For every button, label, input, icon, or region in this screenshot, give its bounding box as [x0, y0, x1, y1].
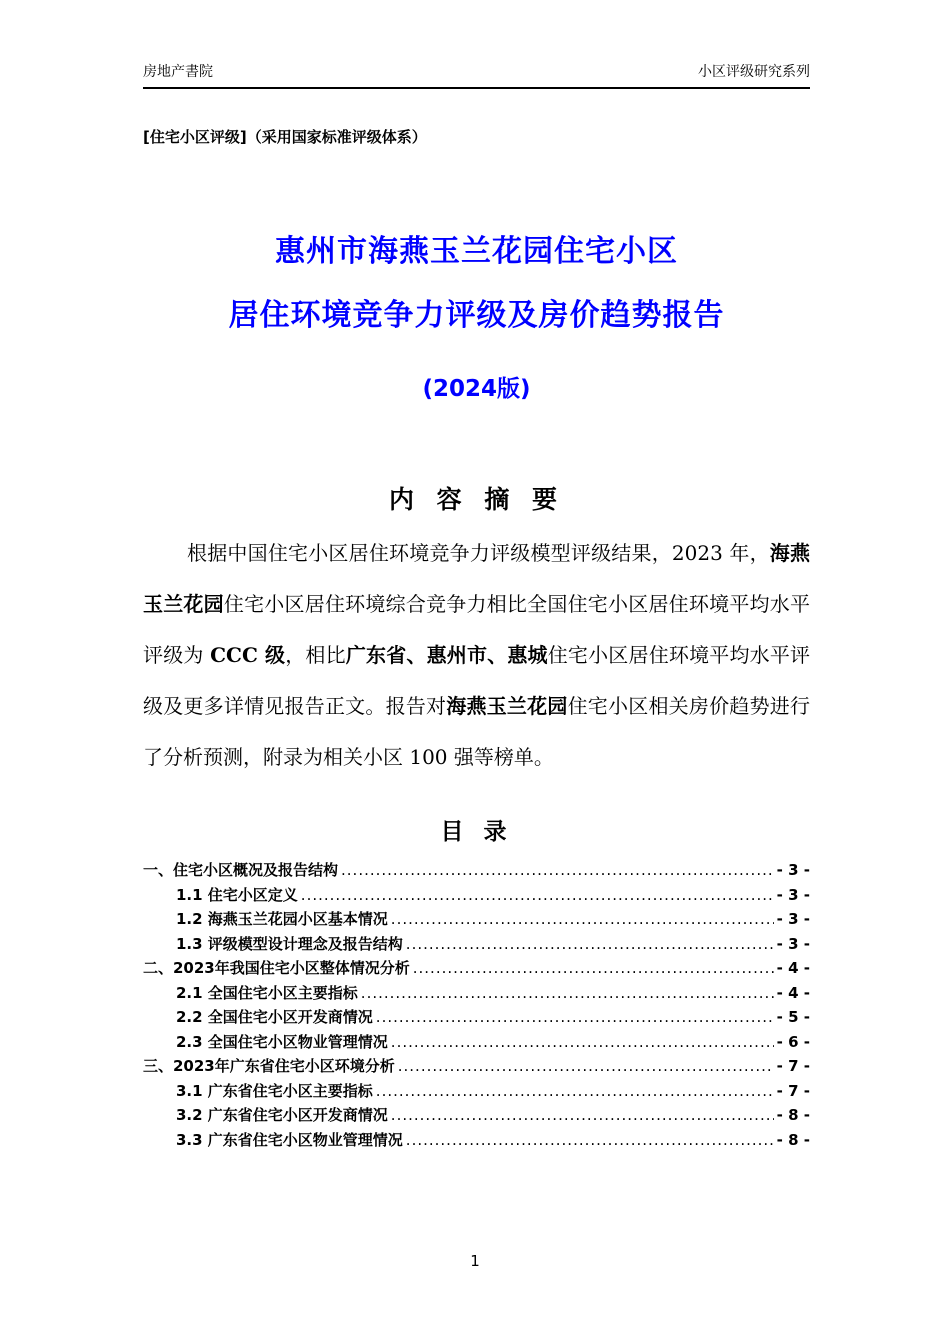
toc-entry-page: - 3 - [776, 934, 810, 953]
toc-dots [391, 1103, 774, 1128]
toc-entry[interactable] [176, 1005, 810, 1030]
toc-entry-label: 3.3 广东省住宅小区物业管理情况 [176, 1130, 403, 1149]
toc-entry-label: 1.3 评级模型设计理念及报告结构 [176, 934, 403, 953]
summary-segment: ，相比 [285, 643, 346, 667]
toc-entry[interactable] [176, 1030, 810, 1055]
toc-entry[interactable] [176, 1079, 810, 1104]
toc-entry-label: 3.1 广东省住宅小区主要指标 [176, 1081, 373, 1100]
summary-paragraph [143, 528, 810, 783]
toc-dots [406, 932, 774, 957]
toc-entry[interactable] [176, 883, 810, 908]
summary-bold-community-name: 海燕玉兰花园 [446, 694, 568, 718]
toc-entry[interactable] [176, 932, 810, 957]
toc-entry[interactable] [176, 1128, 810, 1153]
toc-entry[interactable] [143, 1054, 810, 1079]
toc-entry-label: 1.1 住宅小区定义 [176, 885, 298, 904]
toc-entry-page: - 3 - [776, 885, 810, 904]
toc-entry-page: - 8 - [776, 1130, 810, 1149]
toc-entry[interactable] [176, 907, 810, 932]
summary-bold-regions: 广东省、惠州市、惠城 [345, 643, 548, 667]
summary-segment: 住宅小区居住环境综合竞争力相比全国住宅小区居住环境平均水平评级为 [143, 592, 810, 667]
page-number: 1 [470, 1252, 480, 1270]
toc-entry-page: - 5 - [776, 1008, 810, 1026]
toc-entry-label: 一、住宅小区概况及报告结构 [143, 861, 339, 879]
rating-tag-line: [住宅小区评级]（采用国家标准评级体系） [143, 128, 427, 146]
toc-entry-label: 2.2 全国住宅小区开发商情况 [176, 1008, 373, 1026]
toc-dots [361, 981, 774, 1006]
toc-entry-page: - 7 - [776, 1057, 810, 1075]
summary-bold-rating: CCC 级 [210, 643, 286, 667]
toc-dots [406, 1128, 774, 1153]
toc-dots [341, 858, 774, 883]
toc-entry-label: 2.3 全国住宅小区物业管理情况 [176, 1032, 388, 1051]
summary-bold-community-name: 海燕玉兰花园 [143, 541, 811, 616]
report-title-line1: 惠州市海燕玉兰花园住宅小区 [275, 234, 678, 269]
toc-dots [413, 956, 774, 981]
report-title-line2: 居住环境竞争力评级及房价趋势报告 [228, 298, 725, 333]
header-left-text: 房地产書院 [143, 64, 213, 80]
summary-segment: 住宅小区居住环境平均水平评级及更多详情见报告正文。报告对 [143, 643, 811, 718]
toc-entry-label: 3.2 广东省住宅小区开发商情况 [176, 1106, 388, 1124]
toc-entry[interactable] [143, 956, 810, 981]
toc-dots [376, 1005, 774, 1030]
report-edition: (2024版) [422, 376, 531, 402]
toc-dots [391, 1030, 774, 1055]
toc-entry-label: 1.2 海燕玉兰花园小区基本情况 [176, 910, 388, 928]
summary-segment: 住宅小区相关房价趋势进行了分析预测，附录为相关小区 100 强等榜单。 [143, 694, 810, 769]
toc-dots [301, 883, 774, 908]
toc-entry[interactable] [176, 981, 810, 1006]
toc-entry-label: 2.1 全国住宅小区主要指标 [176, 983, 358, 1002]
toc-entry-page: - 3 - [776, 910, 810, 928]
toc-entry-page: - 4 - [776, 983, 810, 1002]
title-block [143, 220, 810, 404]
toc-entry-label: 二、2023年我国住宅小区整体情况分析 [143, 959, 410, 977]
document-header [143, 62, 810, 89]
toc-dots [376, 1079, 774, 1104]
header-right-text: 小区评级研究系列 [698, 64, 810, 80]
toc-entry[interactable] [176, 1103, 810, 1128]
toc-entry-label: 三、2023年广东省住宅小区环境分析 [143, 1057, 395, 1075]
toc-entry-page: - 8 - [776, 1106, 810, 1124]
toc-entry-page: - 6 - [776, 1032, 810, 1051]
toc-entry-page: - 3 - [776, 861, 810, 879]
table-of-contents [143, 858, 810, 1152]
toc-heading: 目 录 [440, 819, 513, 845]
toc-entry-page: - 7 - [776, 1081, 810, 1100]
toc-entry[interactable] [143, 858, 810, 883]
toc-dots [391, 907, 774, 932]
summary-segment: 根据中国住宅小区居住环境竞争力评级模型评级结果，2023 年， [187, 541, 770, 565]
toc-dots [398, 1054, 774, 1079]
toc-entry-page: - 4 - [776, 959, 810, 977]
summary-heading: 内 容 摘 要 [388, 485, 565, 514]
